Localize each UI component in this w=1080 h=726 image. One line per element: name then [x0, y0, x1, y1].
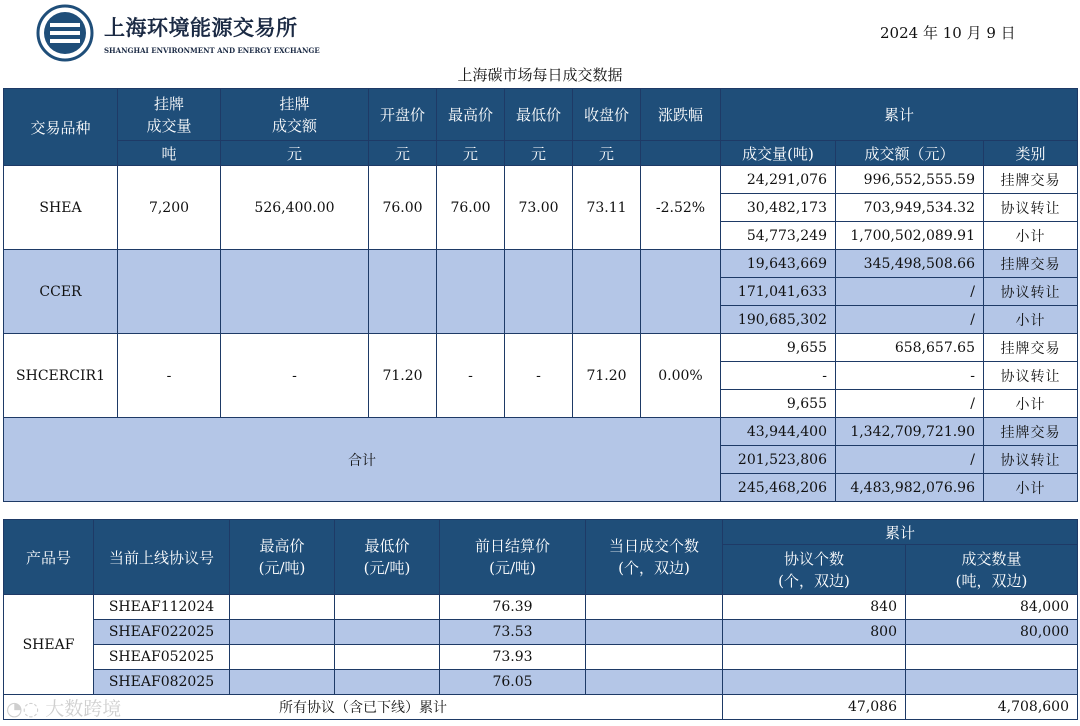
- cum-count-cell: 840: [723, 595, 906, 620]
- low-cell: -: [505, 334, 573, 418]
- cum-type-cell: 挂牌交易: [984, 250, 1078, 278]
- product-cell: SHCERCIR1: [4, 334, 118, 418]
- cum-type-cell: 协议转让: [984, 194, 1078, 222]
- cum-type-cell: 协议转让: [984, 278, 1078, 306]
- listed-amount-cell: [221, 250, 369, 334]
- high-cell: [230, 645, 335, 670]
- listed-volume-cell: -: [118, 334, 221, 418]
- day-count-cell: [586, 620, 723, 645]
- table-row: [4, 620, 1078, 645]
- exchange-logo: [34, 4, 320, 64]
- product-cell: SHEA: [4, 166, 118, 250]
- total-amount-cell: 4,483,982,076.96: [836, 474, 984, 502]
- header-high: 最高价: [437, 89, 505, 141]
- low-cell: [335, 645, 440, 670]
- page-header: [0, 0, 1080, 88]
- header-low: [335, 520, 440, 595]
- table-row: [4, 670, 1078, 695]
- header-cum-volume-text: 成交数量 (吨，双边): [955, 549, 1028, 590]
- cum-amount-cell: 1,700,502,089.91: [836, 222, 984, 250]
- cum-amount-cell: 345,498,508.66: [836, 250, 984, 278]
- cum-volume-cell: [906, 645, 1078, 670]
- cum-type-cell: 小计: [984, 306, 1078, 334]
- header-high-text: 最高价 (元/吨): [258, 537, 306, 577]
- total-row: [4, 418, 1078, 446]
- header-listed-volume-text: 挂牌 成交量: [146, 94, 192, 135]
- header-low: 最低价: [505, 89, 573, 141]
- cum-count-cell: [723, 645, 906, 670]
- prev-settle-cell: 76.05: [440, 670, 586, 695]
- low-cell: [335, 620, 440, 645]
- header-prev-settle-text: 前日结算价 (元/吨): [474, 537, 550, 577]
- cum-type-cell: 协议转让: [984, 362, 1078, 390]
- table-row: [4, 645, 1078, 670]
- high-cell: [230, 595, 335, 620]
- total-volume-cell: 201,523,806: [721, 446, 836, 474]
- header-low-text: 最低价 (元/吨): [363, 537, 411, 577]
- futures-total-label: 所有协议（含已下线）累计: [4, 695, 723, 720]
- header-listed-amount: [221, 89, 369, 141]
- table-row: [4, 166, 1078, 194]
- change-cell: [641, 250, 721, 334]
- cum-amount-cell: 703,949,534.32: [836, 194, 984, 222]
- unit-yuan: 元: [505, 141, 573, 166]
- low-cell: [335, 670, 440, 695]
- futures-total-count: 47,086: [723, 695, 906, 720]
- exchange-name-en: SHANGHAI ENVIRONMENT AND ENERGY EXCHANGE: [104, 46, 320, 55]
- exchange-logo-icon: [36, 4, 94, 62]
- listed-amount-cell: 526,400.00: [221, 166, 369, 250]
- header-day-count: [586, 520, 723, 595]
- header-cum-volume: 成交量(吨): [721, 141, 836, 166]
- day-count-cell: [586, 595, 723, 620]
- close-cell: 71.20: [573, 334, 641, 418]
- product-cell: CCER: [4, 250, 118, 334]
- listed-amount-cell: -: [221, 334, 369, 418]
- contract-cell: SHEAF022025: [94, 620, 230, 645]
- high-cell: -: [437, 334, 505, 418]
- header-cum-amount: 成交额（元）: [836, 141, 984, 166]
- table-row: [4, 250, 1078, 278]
- cum-type-cell: 小计: [984, 222, 1078, 250]
- header-day-count-text: 当日成交个数 (个，双边): [608, 537, 699, 577]
- high-cell: [230, 620, 335, 645]
- header-cumulative: 累计: [721, 89, 1078, 141]
- total-type-cell: 协议转让: [984, 446, 1078, 474]
- unit-blank: [641, 141, 721, 166]
- cum-volume-cell: 190,685,302: [721, 306, 836, 334]
- futures-total-volume: 4,708,600: [906, 695, 1078, 720]
- prev-settle-cell: 76.39: [440, 595, 586, 620]
- header-product: 交易品种: [4, 89, 118, 166]
- cum-volume-cell: 30,482,173: [721, 194, 836, 222]
- cum-volume-cell: 84,000: [906, 595, 1078, 620]
- total-row: [4, 695, 1078, 720]
- cum-volume-cell: 80,000: [906, 620, 1078, 645]
- cum-amount-cell: 658,657.65: [836, 334, 984, 362]
- day-count-cell: [586, 645, 723, 670]
- contract-cell: SHEAF052025: [94, 645, 230, 670]
- total-volume-cell: 245,468,206: [721, 474, 836, 502]
- cum-amount-cell: /: [836, 278, 984, 306]
- change-cell: 0.00%: [641, 334, 721, 418]
- header-open: 开盘价: [369, 89, 437, 141]
- unit-yuan: 元: [573, 141, 641, 166]
- header-change: 涨跌幅: [641, 89, 721, 141]
- close-cell: [573, 250, 641, 334]
- total-amount-cell: 1,342,709,721.90: [836, 418, 984, 446]
- unit-yuan: 元: [221, 141, 369, 166]
- open-cell: 76.00: [369, 166, 437, 250]
- total-amount-cell: /: [836, 446, 984, 474]
- cum-amount-cell: 996,552,555.59: [836, 166, 984, 194]
- total-type-cell: 小计: [984, 474, 1078, 502]
- daily-trading-table: [3, 88, 1078, 502]
- prev-settle-cell: 73.53: [440, 620, 586, 645]
- cum-volume-cell: 9,655: [721, 334, 836, 362]
- contract-cell: SHEAF112024: [94, 595, 230, 620]
- header-product-no: 产品号: [4, 520, 94, 595]
- open-cell: [369, 250, 437, 334]
- cum-amount-cell: /: [836, 390, 984, 418]
- header-cum-volume: [906, 545, 1078, 595]
- table-row: [4, 334, 1078, 362]
- unit-yuan: 元: [437, 141, 505, 166]
- cum-amount-cell: /: [836, 306, 984, 334]
- high-cell: [230, 670, 335, 695]
- cum-volume-cell: 19,643,669: [721, 250, 836, 278]
- cum-count-cell: [723, 670, 906, 695]
- product-no-cell: SHEAF: [4, 595, 94, 695]
- change-cell: -2.52%: [641, 166, 721, 250]
- header-cum-type: 类别: [984, 141, 1078, 166]
- header-cum-count-text: 协议个数 (个，双边): [778, 549, 850, 590]
- cum-type-cell: 挂牌交易: [984, 334, 1078, 362]
- low-cell: [505, 250, 573, 334]
- total-type-cell: 挂牌交易: [984, 418, 1078, 446]
- header-listed-volume: [118, 89, 221, 141]
- cum-volume-cell: 171,041,633: [721, 278, 836, 306]
- cum-volume-cell: [906, 670, 1078, 695]
- high-cell: 76.00: [437, 166, 505, 250]
- header-listed-amount-text: 挂牌 成交额: [271, 94, 317, 135]
- futures-table: [3, 519, 1078, 720]
- cum-volume-cell: -: [721, 362, 836, 390]
- contract-cell: SHEAF082025: [94, 670, 230, 695]
- total-label: 合计: [4, 418, 721, 502]
- exchange-name-cn: 上海环境能源交易所: [104, 15, 298, 40]
- day-count-cell: [586, 670, 723, 695]
- header-close: 收盘价: [573, 89, 641, 141]
- watermark: [6, 694, 121, 721]
- low-cell: [335, 595, 440, 620]
- total-volume-cell: 43,944,400: [721, 418, 836, 446]
- cum-volume-cell: 24,291,076: [721, 166, 836, 194]
- table-row: [4, 595, 1078, 620]
- unit-ton: 吨: [118, 141, 221, 166]
- cum-amount-cell: -: [836, 362, 984, 390]
- low-cell: 73.00: [505, 166, 573, 250]
- header-cumulative: 累计: [723, 520, 1078, 545]
- cum-count-cell: 800: [723, 620, 906, 645]
- cum-volume-cell: 54,773,249: [721, 222, 836, 250]
- header-cum-count: [723, 545, 906, 595]
- header-high: [230, 520, 335, 595]
- report-title: 上海碳市场每日成交数据: [457, 66, 623, 84]
- high-cell: [437, 250, 505, 334]
- header-prev-settle: [440, 520, 586, 595]
- watermark-text: 大数跨境: [45, 698, 122, 720]
- report-date: 2024 年 10 月 9 日: [880, 24, 1016, 42]
- cum-type-cell: 挂牌交易: [984, 166, 1078, 194]
- listed-volume-cell: 7,200: [118, 166, 221, 250]
- cum-type-cell: 小计: [984, 390, 1078, 418]
- unit-yuan: 元: [369, 141, 437, 166]
- prev-settle-cell: 73.93: [440, 645, 586, 670]
- listed-volume-cell: [118, 250, 221, 334]
- header-contract: 当前上线协议号: [94, 520, 230, 595]
- open-cell: 71.20: [369, 334, 437, 418]
- cum-volume-cell: 9,655: [721, 390, 836, 418]
- close-cell: 73.11: [573, 166, 641, 250]
- watermark-logo-icon: ◔◌: [6, 698, 46, 720]
